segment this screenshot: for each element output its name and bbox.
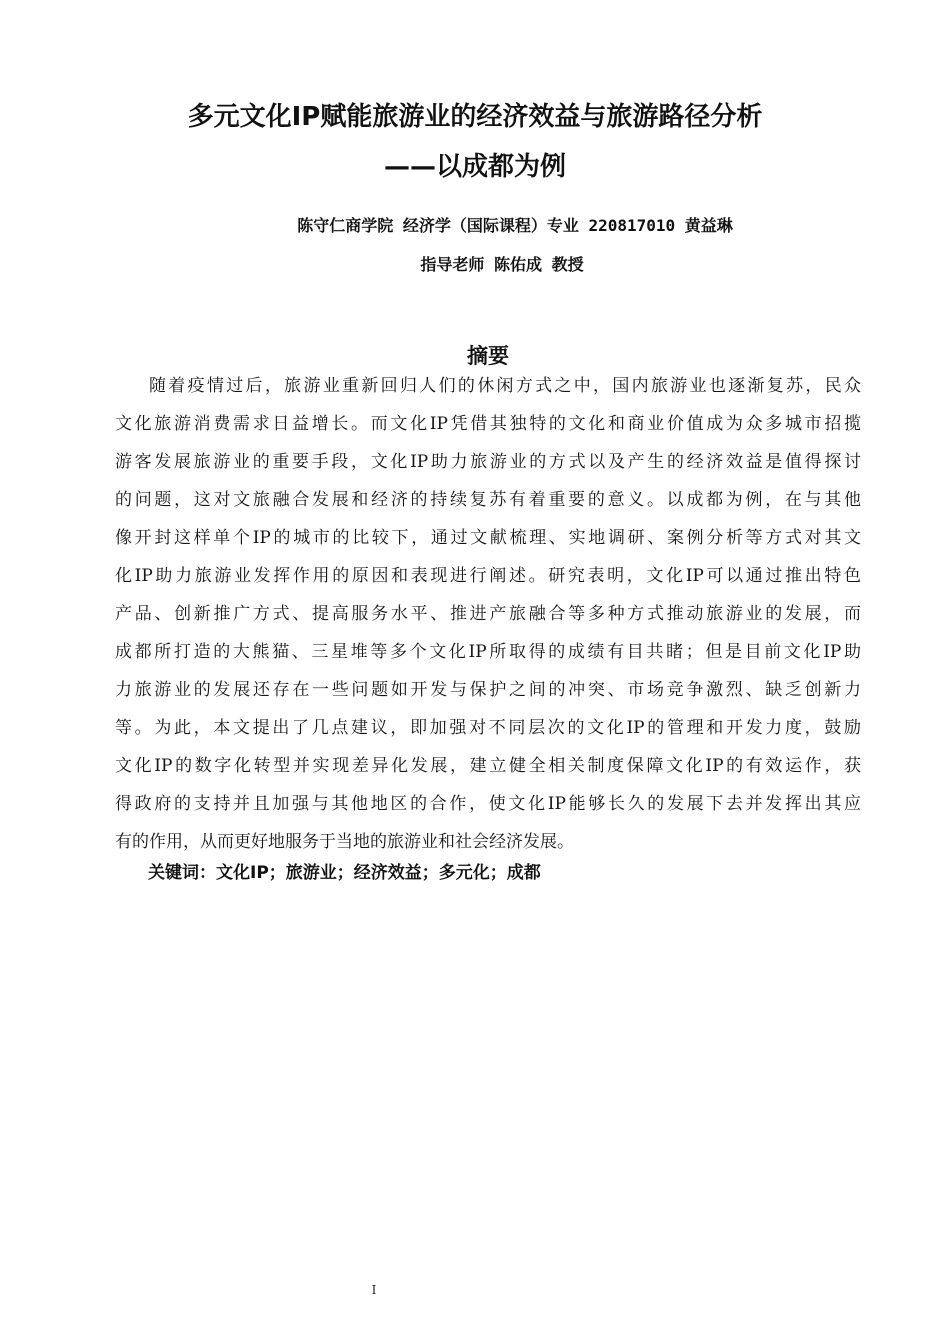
title-line-1: 多元文化IP赋能旅游业的经济效益与旅游路径分析	[187, 102, 763, 132]
title-line-2: ——以成都为例	[383, 152, 566, 182]
abstract-line: 成都所打造的大熊猫、三星堆等多个文化IP所取得的成绩有目共睹；但是目前文化IP助	[115, 642, 861, 662]
keywords-line: 关键词：文化IP；旅游业；经济效益；多元化；成都	[148, 863, 541, 883]
abstract-heading: 摘要	[467, 344, 509, 369]
advisor-line: 指导老师 陈佑成 教授	[420, 255, 584, 274]
abstract-line: 力旅游业的发展还存在一些问题如开发与保护之间的冲突、市场竞争激烈、缺乏创新力	[115, 680, 861, 700]
author-line: 陈守仁商学院 经济学（国际课程）专业 220817010 黄益琳	[297, 216, 733, 235]
abstract-line: 化IP助力旅游业发挥作用的原因和表现进行阐述。研究表明，文化IP可以通过推出特色	[115, 566, 861, 586]
abstract-line: 游客发展旅游业的重要手段，文化IP助力旅游业的方式以及产生的经济效益是值得探讨	[115, 452, 861, 472]
page-number: I	[371, 1283, 377, 1297]
abstract-line: 等。为此，本文提出了几点建议，即加强对不同层次的文化IP的管理和开发力度，鼓励	[115, 718, 861, 738]
abstract-line: 像开封这样单个IP的城市的比较下，通过文献梳理、实地调研、案例分析等方式对其文	[115, 528, 861, 548]
abstract-line: 的问题，这对文旅融合发展和经济的持续复苏有着重要的意义。以成都为例，在与其他	[115, 490, 861, 510]
abstract-line: 得政府的支持并且加强与其他地区的合作，使文化IP能够长久的发展下去并发挥出其应	[115, 794, 861, 814]
abstract-line: 有的作用，从而更好地服务于当地的旅游业和社会经济发展。	[115, 832, 574, 852]
abstract-line: 随着疫情过后，旅游业重新回归人们的休闲方式之中，国内旅游业也逐渐复苏，民众	[149, 376, 861, 396]
abstract-line: 文化旅游消费需求日益增长。而文化IP凭借其独特的文化和商业价值成为众多城市招揽	[115, 414, 861, 434]
abstract-body	[115, 371, 861, 865]
abstract-line: 产品、创新推广方式、提高服务水平、推进产旅融合等多种方式推动旅游业的发展，而	[115, 604, 861, 624]
abstract-line: 文化IP的数字化转型并实现差异化发展，建立健全相关制度保障文化IP的有效运作，获	[115, 756, 861, 776]
